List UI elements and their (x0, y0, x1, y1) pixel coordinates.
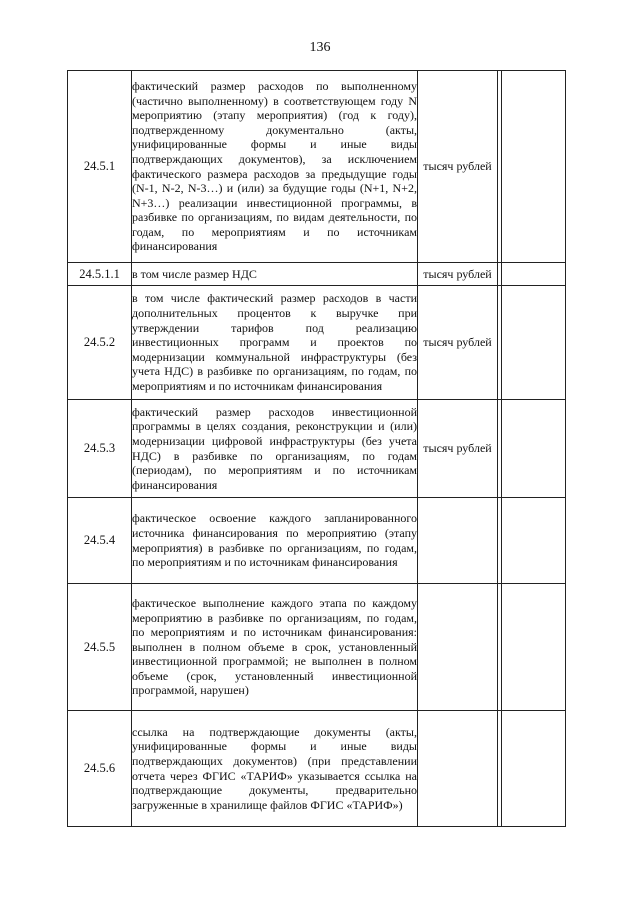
row-description: фактическое выполнение каждого этапа по каждому мероприятию в разбивке по организациям, по годам, по мероприятиям и по источникам финансирования: выполнен в полном объеме в срок, установленный инвестиционной программой; не выполнен в полном объеме (срок, установленный инвестиционной программой, нарушен) (132, 584, 418, 711)
table-row (68, 584, 566, 711)
row-number: 24.5.4 (68, 498, 132, 584)
empty-cell (502, 584, 566, 711)
table-row (68, 286, 566, 400)
empty-cell (502, 498, 566, 584)
row-number: 24.5.6 (68, 711, 132, 827)
empty-cell (502, 71, 566, 263)
row-unit (418, 584, 498, 711)
table-row (68, 711, 566, 827)
table-row (68, 400, 566, 498)
row-description: фактическое освоение каждого запланированного источника финансирования по мероприятию (этапу мероприятия) в разбивке по организациям, по годам, по мероприятиям и по источникам финансирования (132, 498, 418, 584)
row-number: 24.5.5 (68, 584, 132, 711)
row-description: в том числе размер НДС (132, 263, 418, 286)
row-number: 24.5.1 (68, 71, 132, 263)
empty-cell (502, 711, 566, 827)
row-description: фактический размер расходов инвестиционной программы в целях создания, реконструкции и (или) модернизации цифровой инфраструктуры (без учета НДС) в разбивке по организациям, по годам (периодам), по мероприятиям и по источникам финансирования (132, 400, 418, 498)
empty-cell (502, 286, 566, 400)
empty-cell (502, 400, 566, 498)
empty-cell (502, 263, 566, 286)
row-number: 24.5.3 (68, 400, 132, 498)
table-row (68, 263, 566, 286)
row-unit (418, 498, 498, 584)
row-number: 24.5.1.1 (68, 263, 132, 286)
row-unit: тысяч рублей (418, 71, 498, 263)
row-unit: тысяч рублей (418, 286, 498, 400)
row-description: ссылка на подтверждающие документы (акты, унифицированные формы и иные виды подтверждающих документов) (при представлении отчета через ФГИС «ТАРИФ» указывается ссылка на подтверждающие документы, предварительно загруженные в хранилище файлов ФГИС «ТАРИФ») (132, 711, 418, 827)
row-unit: тысяч рублей (418, 263, 498, 286)
row-description: фактический размер расходов по выполненному (частично выполненному) в соответствующем году N мероприятию (этапу мероприятия) (год к году), подтвержденному документально (акты, унифицированные формы и иные виды подтверждающих документов), за исключением фактического размера расходов за предыдущие годы (N-1, N-2, N-3…) и (или) за будущие годы (N+1, N+2, N+3…) реализации инвестиционной программы, в разбивке по организациям, по видам деятельности, по годам, по мероприятиям и по источникам финансирования (132, 71, 418, 263)
table-row (68, 498, 566, 584)
requirements-table (67, 70, 566, 827)
row-description: в том числе фактический размер расходов в части дополнительных процентов к выручке при утверждении тарифов под реализацию инвестиционных программ и проектов по модернизации коммунальной инфраструктуры (без учета НДС) в разбивке по организациям, по годам, по мероприятиям и по источникам финансирования (132, 286, 418, 400)
row-unit (418, 711, 498, 827)
row-number: 24.5.2 (68, 286, 132, 400)
table-row (68, 71, 566, 263)
row-unit: тысяч рублей (418, 400, 498, 498)
page-number: 136 (309, 40, 331, 55)
